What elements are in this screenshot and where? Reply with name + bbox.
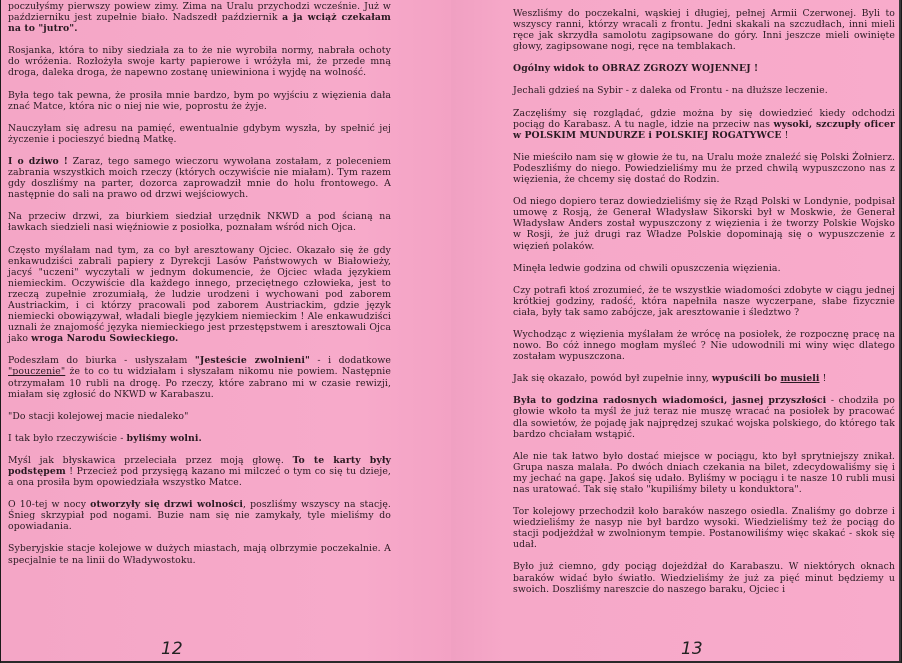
paragraph: Od niego dopiero teraz dowiedzieliśmy się że Rząd Polski w Londynie, podpisał umowę z Rosją, że Generał Władysław Sikorski był w Moskwie, że Generał Władysław Anders został wypuszczony z więzienia i że tworzy Polskie Wojsko w Rosji, że już drugi raz Władze Polskie dopominają się o wypuszczenie z więzień polaków. xyxy=(513,196,895,252)
paragraph: Jechali gdzieś na Sybir - z daleka od Frontu - na dłuższe leczenie. xyxy=(513,85,828,97)
page-number-right: 13 xyxy=(681,639,703,659)
paragraph: Weszliśmy do poczekalni, wąskiej i długiej, pełnej Armii Czerwonej. Byli to wszyscy ranni, którzy wracali z frontu. Jedni skakali na szczudłach, inni mieli ręce jak skrzydła samolotu zagipsowane do góry. Inni jeszcze mieli owinięte głowy, zagipsowane nogi, ręce na temblakach. xyxy=(513,8,895,53)
paragraph: Nauczyłam się adresu na pamięć, ewentualnie gdybym wyszła, by spełnić jej życzenie i pocieszyć biedną Matkę. xyxy=(8,122,391,145)
right-page-text xyxy=(513,0,895,595)
paragraph: I o dziwo ! Zaraz, tego samego wieczoru wywołana zostałam, z poleceniem zabrania wszystkich moich rzeczy (których oczywiście nie miałam). Tym razem gdy doszliśmy na parter, dozorca zaprowadził mnie do holu frontowego. A następnie do sali na prawo od drzwi wejściowych. xyxy=(8,155,391,201)
paragraph: Wychodząc z więzienia myślałam że wrócę na posiołek, że rozpocznę pracę na nowo. Bo cóż innego mogłam myśleć ? Nie udowodnili mi winy więc dlatego zostałam wypuszczona. xyxy=(513,328,895,363)
paragraph: Minęła ledwie godzina od chwili opuszczenia więzienia. xyxy=(513,262,781,274)
paragraph: Jak się okazało, powód był zupełnie inny, wypuścili bo musieli ! xyxy=(513,373,827,385)
paragraph: Czy potrafi ktoś zrozumieć, że te wszystkie wiadomości zdobyte w ciągu jednej krótkiej godziny, radość, która napełniła nasze wyczerpane, słabe fizycznie ciała, były tak samo zabójcze, jak aresztowanie i śledztwo ? xyxy=(513,284,895,318)
paragraph: I tak było rzeczywiście - byliśmy wolni. xyxy=(8,432,202,444)
paragraph: Była tego tak pewna, że prosiła mnie bardzo, bym po wyjściu z więzienia dała znać Matce, która nic o niej nie wie, poprostu że żyje. xyxy=(8,89,391,112)
paragraph: Nie mieściło nam się w głowie że tu, na Uralu może znaleźć się Polski Żołnierz. Podeszliśmy do niego. Powiedzieliśmy mu że przed chwilą wypuszczono nas z więzienia, że chcemy się dostać do Rodzin. xyxy=(513,151,895,186)
left-page-text xyxy=(8,0,391,566)
paragraph: Zaczęliśmy się rozglądać, gdzie można by się dowiedzieć kiedy odchodzi pociąg do Karabasz. A tu nagle, idzie na przeciw nas wysoki, szczupły oficer w POLSKIM MUNDURZE i POLSKIEJ ROGATYWCE ! xyxy=(513,107,895,141)
paragraph: Myśl jak błyskawica przeleciała przez moją głowę. To te karty były podstępem ! Przecież pod przysięgą kazano mi milczeć o tym co się tu dzieje, a ona prosiła bym opowiedziała wszystko Matce. xyxy=(8,454,392,489)
left-page xyxy=(1,0,451,661)
page-number-left: 12 xyxy=(161,639,183,659)
paragraph: Często myślałam nad tym, za co był aresztowany Ojciec. Okazało się że gdy enkawudziści zabrali papiery z Dyrekcji Lasów Państwowych w Białowieży, jacyś "uczeni" wyczytali w jednym dokumencie, że Ojciec włada językiem niemieckim. Oczywiście dla każdego innego, przeciętnego człowieka, jest to rzeczą zupełnie zrozumiałą, że ludzie urodzeni i wychowani pod zaborem Austriackim, i ci którzy pracowali pod zaborem Austriackim, gdzie język niemiecki obowiązywał, władali biegle językiem niemieckim ! Ale enkawudziści uznali że znajomość języka niemieckiego jest przestępstwem i aresztowali Ojca jako wroga Narodu Sowieckiego. xyxy=(8,244,391,345)
paragraph: Syberyjskie stacje kolejowe w dużych miastach, mają olbrzymie poczekalnie. A specjalnie te na linii do Władywostoku. xyxy=(8,543,391,566)
book-spread xyxy=(1,0,901,663)
right-page xyxy=(451,0,901,661)
paragraph: Na przeciw drzwi, za biurkiem siedział urzędnik NKWD a pod ścianą na ławkach siedzieli nasi więźniowie z posiołka, poznałam wśród nich Ojca. xyxy=(8,211,391,234)
paragraph: "Do stacji kolejowej macie niedaleko" xyxy=(8,410,189,422)
paragraph: Podeszłam do biurka - usłyszałam "Jesteście zwolnieni" - i dodatkowe "pouczenie" że to co tu widziałam i słyszałam nikomu nie powiem. Następnie otrzymałam 10 rubli na drogę. Po rzeczy, które zabrano mi w czasie rewizji, miałam się zgłosić do NKWD w Karabaszu. xyxy=(8,355,391,400)
paragraph: Tor kolejowy przechodził koło baraków naszego osiedla. Znaliśmy go dobrze i wiedzieliśmy że nasyp nie był bardzo wysoki. Wiedzieliśmy też że pociąg do stacji podjeżdżał w zwolnionym tempie. Postanowiliśmy więc skakać - skok się udał. xyxy=(513,506,895,551)
paragraph: poczułyśmy pierwszy powiew zimy. Zima na Uralu przychodzi wcześnie. Już w październiku jest zupełnie biało. Nadszedł październik a ja wciąż czekałam na to "jutro". xyxy=(8,1,391,35)
paragraph: Ale nie tak łatwo było dostać miejsce w pociągu, kto był sprytniejszy znikał. Grupa nasza malała. Po dwóch dniach czekania na bilet, zdecydowaliśmy się i my jechać na gapę. Jakoś się udało. Byliśmy w pociągu i te nasze 10 rubli musi nas uratować. Tak się stało "kupiliśmy bilety u konduktora". xyxy=(513,450,895,495)
paragraph: Rosjanka, która to niby siedziała za to że nie wyrobiła normy, nabrała ochoty do wróżenia. Rozłożyła swoje karty papierowe i wróżyła mi, że przede mną droga, daleka droga, że napewno zostanę uniewiniona i wyjdę na wolność. xyxy=(8,45,391,79)
paragraph: Było już ciemno, gdy pociąg dojeżdżał do Karabaszu. W niektórych oknach baraków widać było światło. Wiedzieliśmy że już za pięć minut będziemy u swoich. Doszliśmy nareszcie do naszego baraku, Ojciec i xyxy=(513,561,895,595)
paragraph: Ogólny widok to OBRAZ ZGROZY WOJENNEJ ! xyxy=(513,63,759,75)
paragraph: O 10-tej w nocy otworzyły się drzwi wolności, poszliśmy wszyscy na stację. Śnieg skrzypiał pod nogami. Buzie nam się nie zamykały, tyle mieliśmy do opowiadania. xyxy=(8,499,391,533)
paragraph: Była to godzina radosnych wiadomości, jasnej przyszłości - chodziła po głowie wkoło ta myśl że już teraz nie muszę wracać na posiołek by pracować dla sowietów, że pojadę jak najprędzej szukać wojska polskiego, do którego tak bardzo chciałam wstąpić. xyxy=(513,395,895,440)
